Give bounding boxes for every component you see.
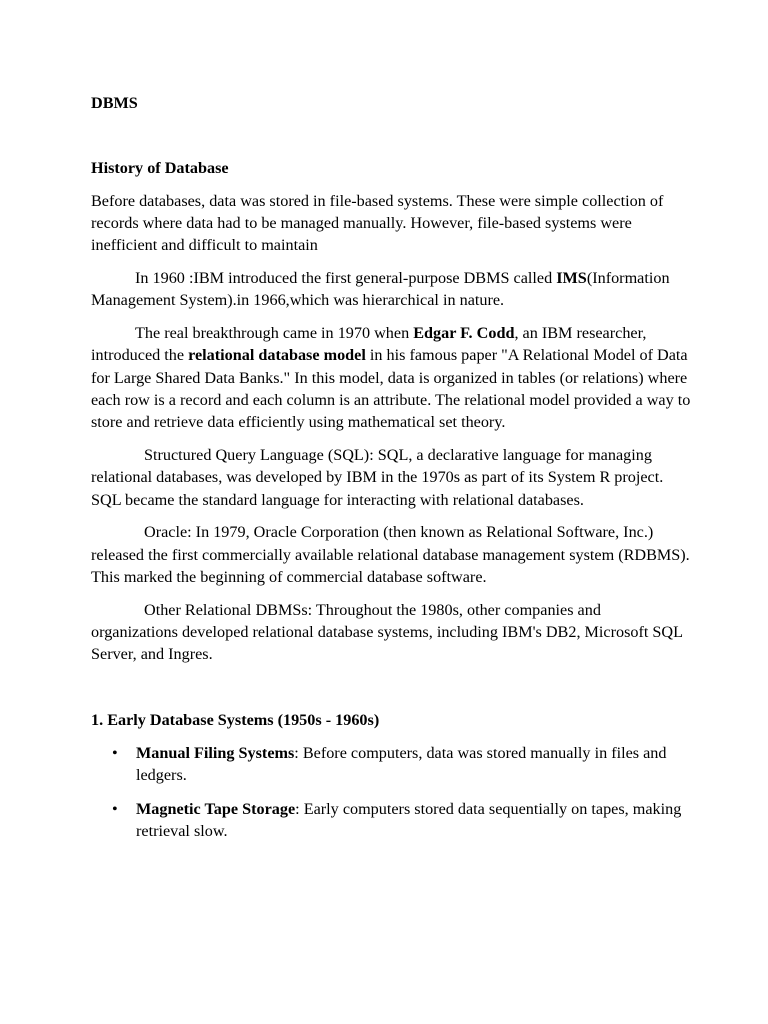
section-1-heading: 1. Early Database Systems (1950s - 1960s) — [91, 710, 380, 729]
codd-paragraph — [91, 322, 691, 433]
codd-part-3: in his famous paper "A Relational Model of Data for Large Shared Data Banks." In this model, data is organized in tables (or relations) where each row is a record and each column is an attribute. The relational model provided a way to store and retrieve data efficiently using mathematical set theory. — [91, 346, 691, 432]
bullet-text: : Before computers, data was stored manually in files and ledgers. — [136, 744, 667, 785]
bullet-term: Manual Filing Systems — [136, 744, 295, 763]
bullet-icon: • — [112, 799, 118, 818]
ims-paragraph-suffix: (Information Management System).in 1966,which was hierarchical in nature. — [91, 268, 670, 310]
ims-paragraph-prefix: In 1960 :IBM introduced the first general-purpose DBMS called — [135, 268, 557, 287]
list-item — [91, 798, 691, 843]
history-heading: History of Database — [91, 159, 229, 178]
document-title: DBMS — [91, 94, 138, 112]
bullet-text: : Early computers stored data sequentially on tapes, making retrieval slow. — [136, 799, 682, 840]
document-page — [91, 92, 691, 853]
early-systems-list — [91, 742, 691, 842]
sql-paragraph: Structured Query Language (SQL): SQL, a declarative language for managing relational databases, was developed by IBM in the 1970s as part of its System R project. SQL became the standard language for interacting with relational databases. — [91, 446, 664, 509]
codd-part-2: , an IBM researcher, introduced the — [91, 324, 647, 365]
relational-model-term: relational database model — [188, 346, 366, 365]
bullet-term: Magnetic Tape Storage — [136, 799, 296, 818]
bullet-icon: • — [112, 744, 118, 763]
codd-part-1: The real breakthrough came in 1970 when — [135, 324, 414, 343]
other-dbms-paragraph: Other Relational DBMSs: Throughout the 1980s, other companies and organizations developed relational database systems, including IBM's DB2, Microsoft SQL Server, and Ingres. — [91, 600, 683, 664]
intro-paragraph: Before databases, data was stored in file-based systems. These were simple collection of records where data had to be managed manually. However, file-based systems were inefficient and difficult to maintain — [91, 191, 664, 255]
ims-term: IMS — [556, 268, 587, 287]
list-item — [91, 742, 691, 787]
codd-name: Edgar F. Codd — [413, 324, 515, 343]
oracle-paragraph: Oracle: In 1979, Oracle Corporation (then known as Relational Software, Inc.) released the first commercially available relational database management system (RDBMS). This marked the beginning of commercial database software. — [91, 523, 690, 587]
ims-paragraph — [91, 267, 691, 312]
